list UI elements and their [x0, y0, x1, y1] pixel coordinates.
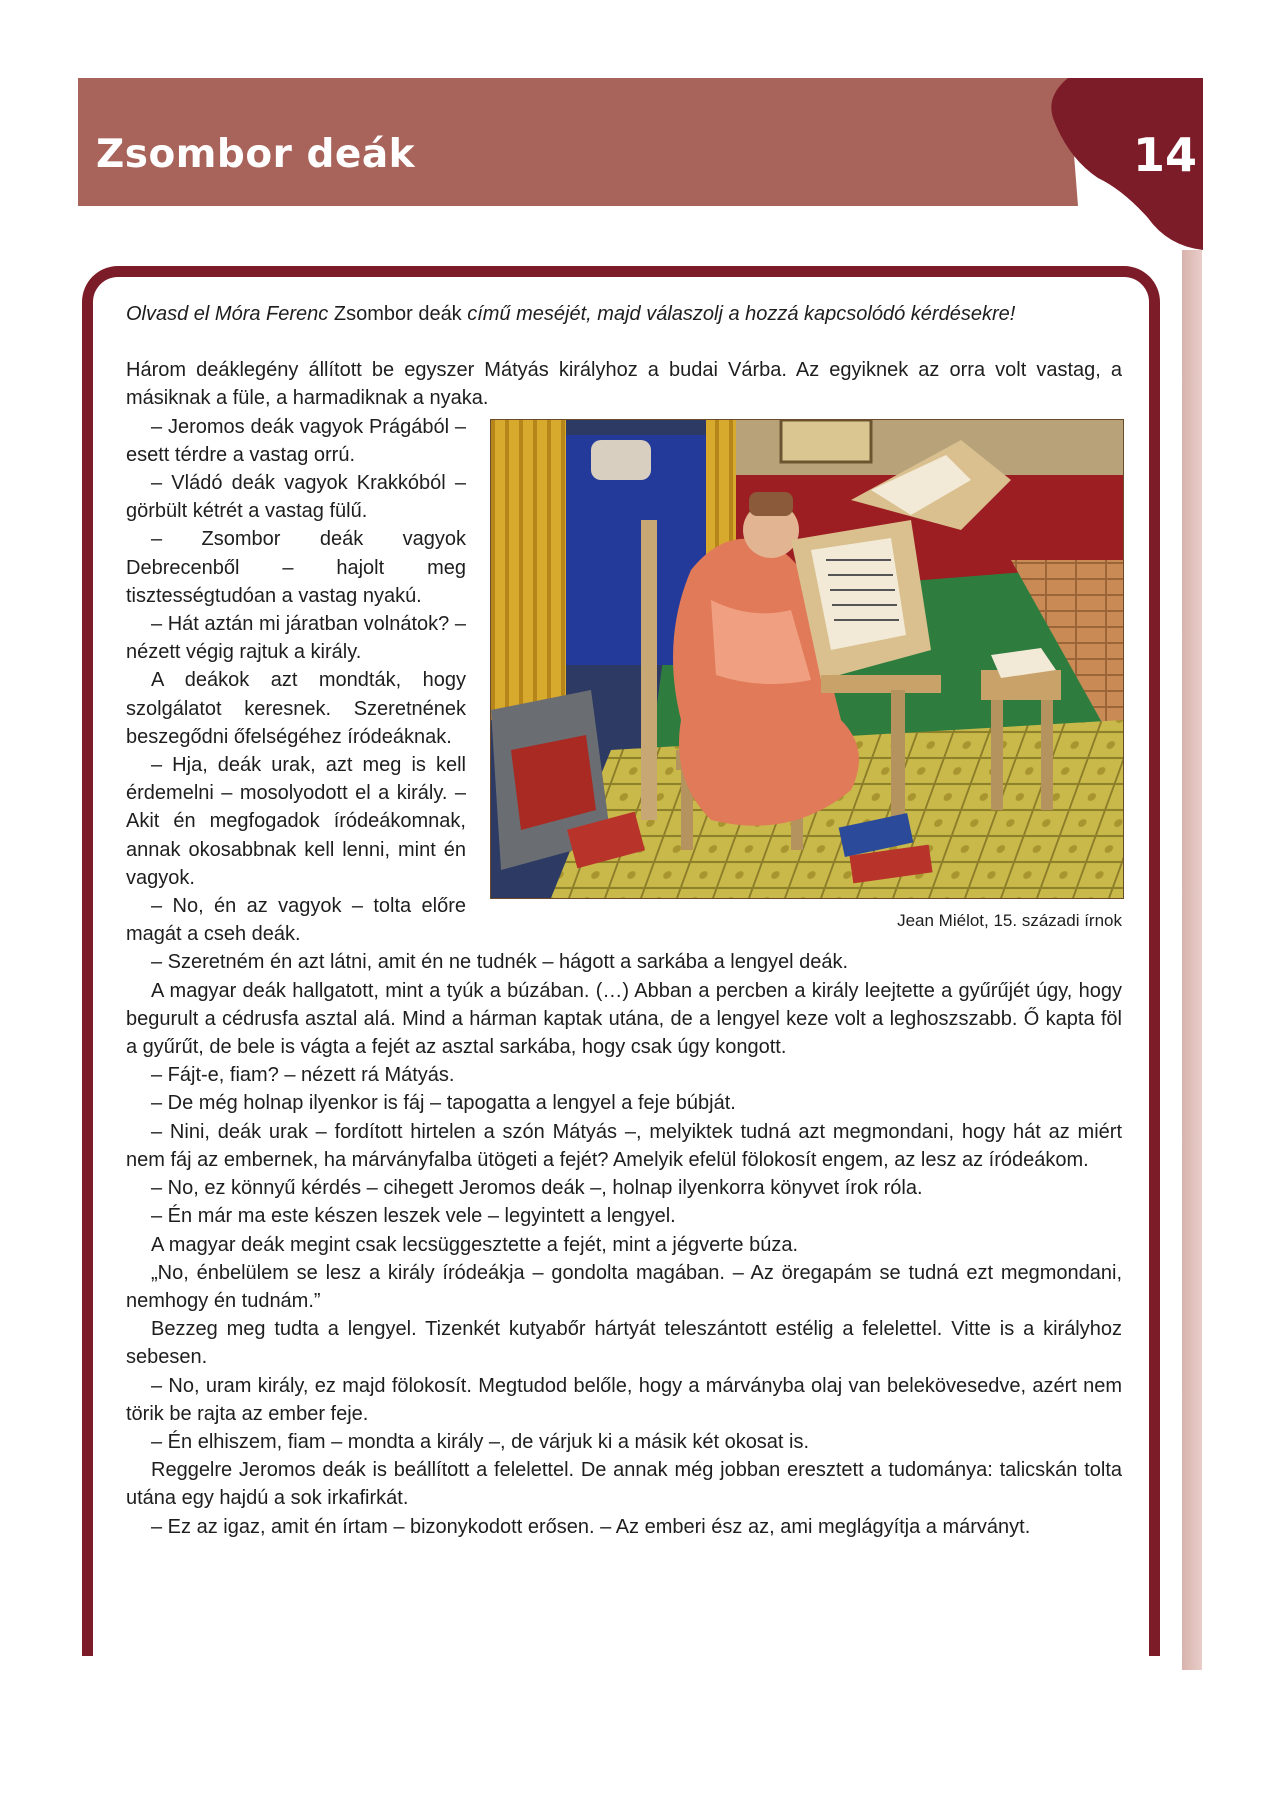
- paragraph: A magyar deák megint csak lecsüggesztette a fejét, mint a jégverte búza.: [151, 1233, 799, 1256]
- instruction-part2: című meséjét, majd válaszolj a hozzá kapcsolódó kérdésekre!: [467, 303, 1016, 325]
- paragraph: – No, én az vagyok – tolta előre magát a cseh deák.: [126, 895, 466, 946]
- paragraph: – De még holnap ilyenkor is fáj – tapogatta a lengyel a feje búbját.: [151, 1092, 736, 1115]
- paragraph: Három deáklegény állított be egyszer Mátyás királyhoz a budai Várba. Az egyiknek az orra volt vastag, a másiknak a füle, a harmadiknak a nyaka.: [126, 359, 1122, 410]
- paragraph: Reggelre Jeromos deák is beállított a felelettel. De annak még jobban eresztett a tudománya: talicskán tolta utána egy hajdú a sok irkafirkát.: [126, 1459, 1122, 1510]
- paragraph: A magyar deák hallgatott, mint a tyúk a búzában. (…) Abban a percben a király leejtette a gyűrűjét úgy, hogy begurult a cédrusfa asztal alá. Mind a hárman kaptak utána, de a lengyel keze volt a leghoszszabb. Ő kapta föl a gyűrűt, de bele is vágta a fejét az asztal sarkába, hogy csak úgy kongott.: [126, 979, 1122, 1059]
- medieval-scribe-miniature-icon: [491, 420, 1123, 898]
- paragraph: – Én elhiszem, fiam – mondta a király –, de várjuk ki a másik két okosat is.: [151, 1430, 810, 1453]
- paragraph: – Én már ma este készen leszek vele – legyintett a lengyel.: [151, 1205, 676, 1228]
- paragraph: – Szeretném én azt látni, amit én ne tudnék – hágott a sarkába a lengyel deák.: [151, 951, 849, 974]
- paragraph: A deákok azt mondták, hogy szolgálatot keresnek. Szeretnének beszegődni őfelségéhez íródeáknak.: [126, 669, 466, 748]
- paragraph: – No, ez könnyű kérdés – cihegett Jeromos deák –, holnap ilyenkorra könyvet írok róla.: [151, 1177, 923, 1200]
- illustration-figure: [490, 419, 1122, 933]
- page-edge-strip: [1182, 250, 1202, 1670]
- figure-caption: Jean Miélot, 15. századi írnok: [897, 910, 1122, 930]
- page-number: 14: [1133, 128, 1198, 182]
- paragraph: – Ez az igaz, amit én írtam – bizonykodott erősen. – Az emberi ész az, ami meglágyítja a márványt.: [151, 1515, 1031, 1538]
- paragraph: – Zsombor deák vagyok Debrecenből – hajolt meg tisztességtudóan a vastag nyakú.: [126, 528, 466, 607]
- page-title: Zsombor deák: [96, 132, 416, 177]
- paragraph: Bezzeg meg tudta a lengyel. Tizenkét kutyabőr hártyát teleszántott estélig a felelettel. Vitte is a királyhoz sebesen.: [126, 1318, 1122, 1369]
- paragraph: – Nini, deák urak – fordított hirtelen a szón Mátyás –, melyiktek tudná azt megmondani, hogy hát az miért nem fáj az embernek, ha márványfalba ütögeti a fejét? Amelyik efelül fölokosít engem, az lesz az íródeákom.: [126, 1120, 1122, 1171]
- paragraph: – Hát aztán mi járatban volnátok? – nézett végig rajtuk a király.: [126, 613, 466, 664]
- paragraph: – Fájt-e, fiam? – nézett rá Mátyás.: [151, 1064, 455, 1087]
- paragraph: – Vládó deák vagyok Krakkóból – görbült kétrét a vastag fülű.: [126, 472, 466, 523]
- reading-instruction: [126, 300, 1122, 328]
- paragraph: „No, énbelülem se lesz a király íródeákja – gondolta magában. – Az öregapám se tudná ezt megmondani, nemhogy én tudnám.”: [126, 1261, 1122, 1312]
- instruction-part1: Olvasd el Móra Ferenc: [126, 303, 329, 325]
- paragraph: – No, uram király, ez majd fölokosít. Megtudod belőle, hogy a márványba olaj van belekövesedve, azért nem törik be rajta az ember feje.: [126, 1374, 1122, 1425]
- instruction-work-title: Zsombor deák: [328, 303, 468, 325]
- paragraph: – Hja, deák urak, azt meg is kell érdemelni – mosolyodott el a király. – Akit én megfogadok íródeákomnak, annak okosabbnak kell lenni, mint én vagyok.: [126, 754, 466, 889]
- scribe-illustration: [490, 419, 1124, 899]
- paragraph: – Jeromos deák vagyok Prágából – esett térdre a vastag orrú.: [126, 415, 466, 466]
- story-content: [126, 300, 1122, 1541]
